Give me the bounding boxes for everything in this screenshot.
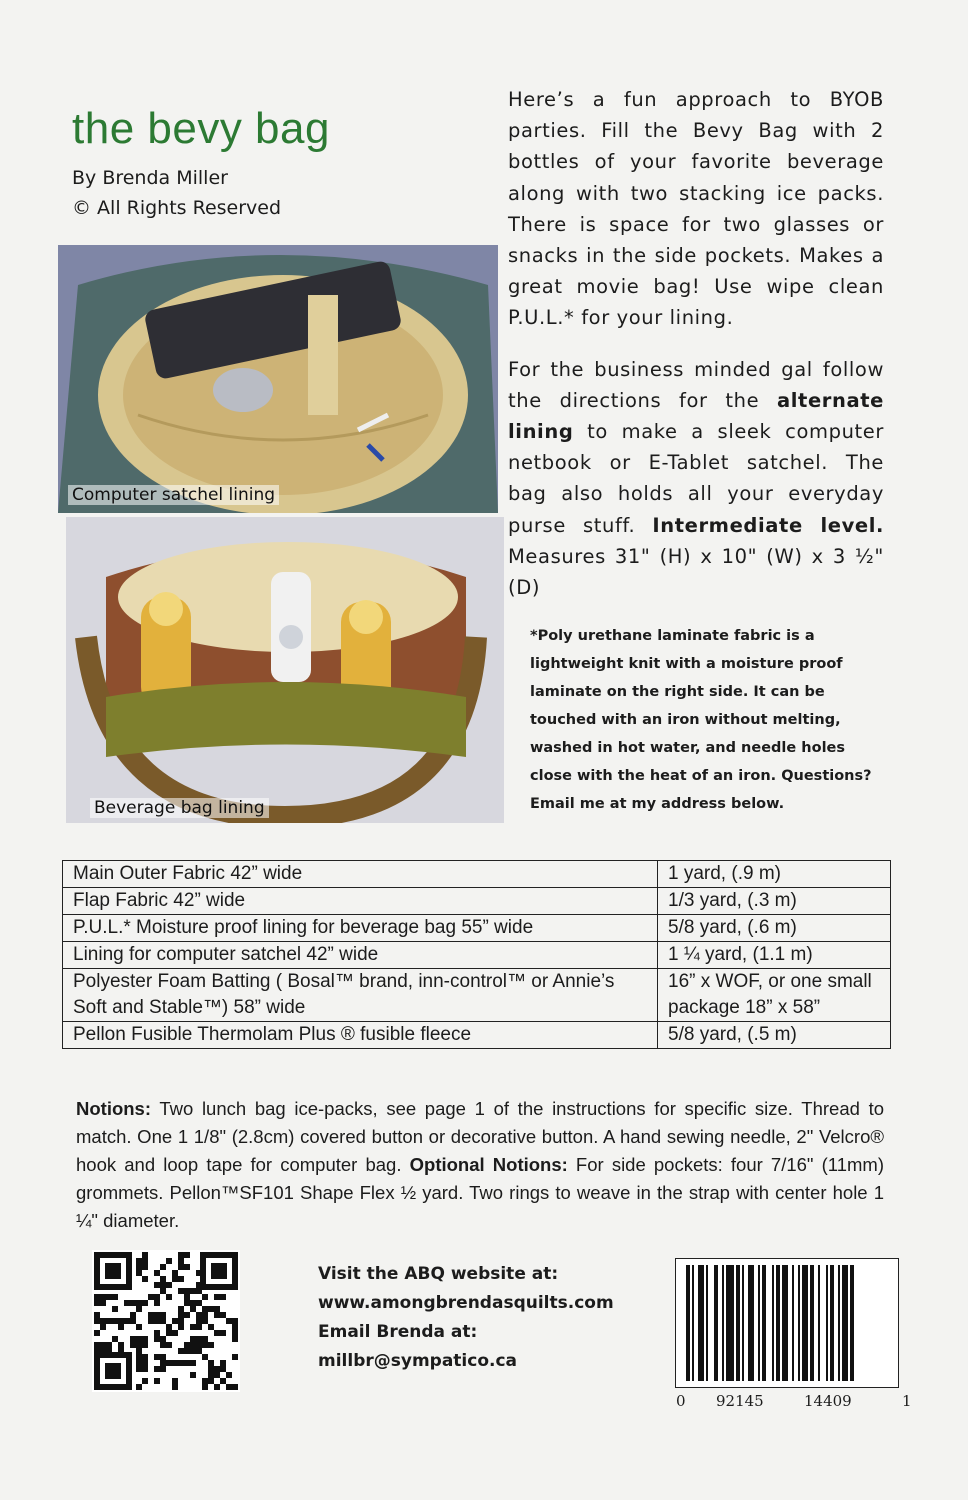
qr-module [178, 1258, 184, 1264]
qr-module [172, 1360, 178, 1366]
barcode-digit-1: 0 [676, 1392, 686, 1410]
qr-module [226, 1384, 232, 1390]
qr-module [100, 1294, 106, 1300]
optional-notions-body: For side pockets: four 7/16" (11mm) grommets. Pellon™SF101 Shape Flex ½ yard. Two rings to weave in the strap with center hole 1 ¼" diameter. [76, 1154, 884, 1231]
qr-module [166, 1324, 172, 1330]
qr-module [178, 1312, 184, 1318]
qr-module [172, 1330, 178, 1336]
material-item: Flap Fabric 42” wide [63, 888, 658, 915]
qr-module [166, 1360, 172, 1366]
qr-module [172, 1270, 178, 1276]
qr-module [106, 1294, 112, 1300]
qr-module [190, 1300, 196, 1306]
intro-text [508, 84, 884, 623]
intro-p2-level: Intermediate level. [652, 513, 884, 537]
qr-module [220, 1312, 226, 1318]
qr-module [148, 1294, 154, 1300]
beverage-bag-illustration [66, 517, 504, 823]
intro-paragraph-1: Here’s a fun approach to BYOB parties. Fill the Bevy Bag with 2 bottles of your favorite beverage along with two stacking ice packs. There is space for two glasses or snacks in the side pockets. Makes a great movie bag! Use wipe clean P.U.L.* for your lining. [508, 88, 884, 330]
qr-module [190, 1324, 196, 1330]
qr-module [196, 1282, 202, 1288]
qr-module [202, 1378, 208, 1384]
qr-module [112, 1294, 118, 1300]
qr-module [154, 1330, 160, 1336]
barcode-bar [698, 1265, 704, 1381]
qr-module [100, 1300, 106, 1306]
qr-module [136, 1354, 142, 1360]
qr-module [142, 1252, 148, 1258]
qr-module [208, 1324, 214, 1330]
qr-module [130, 1300, 136, 1306]
barcode-bar [798, 1265, 800, 1381]
barcode-bar [776, 1265, 780, 1381]
qr-module [154, 1294, 160, 1300]
qr-module [208, 1360, 214, 1366]
qr-module [178, 1348, 184, 1354]
table-row [63, 861, 891, 888]
qr-module [94, 1330, 100, 1336]
qr-module [178, 1360, 184, 1366]
qr-module [196, 1312, 202, 1318]
qr-module [178, 1276, 184, 1282]
author: By Brenda Miller [72, 167, 228, 189]
barcode-bar [722, 1265, 724, 1381]
qr-module [154, 1378, 160, 1384]
qr-module [214, 1294, 220, 1300]
material-amount: 5/8 yard, (.6 m) [658, 915, 891, 942]
material-item: Lining for computer satchel 42” wide [63, 942, 658, 969]
barcode-bars [676, 1259, 898, 1387]
material-amount: 1/3 yard, (.3 m) [658, 888, 891, 915]
qr-module [154, 1336, 160, 1342]
qr-module [190, 1360, 196, 1366]
website-label: Visit the ABQ website at: [318, 1264, 559, 1284]
material-item: Main Outer Fabric 42” wide [63, 861, 658, 888]
qr-module [172, 1276, 178, 1282]
qr-module [136, 1306, 142, 1312]
barcode-bar [748, 1265, 754, 1381]
qr-module [106, 1318, 112, 1324]
barcode-bar [826, 1265, 828, 1381]
barcode-bar [706, 1265, 708, 1381]
barcode-bar [782, 1265, 788, 1381]
qr-module [160, 1312, 166, 1318]
email-label: Email Brenda at: [318, 1322, 478, 1342]
qr-module [190, 1336, 196, 1342]
qr-module [160, 1264, 166, 1270]
qr-module [178, 1318, 184, 1324]
barcode-bar [726, 1265, 734, 1381]
qr-module [178, 1306, 184, 1312]
table-row [63, 942, 891, 969]
qr-module [142, 1360, 148, 1366]
qr-module [220, 1366, 226, 1372]
qr-module [232, 1318, 238, 1324]
barcode-digit-4: 1 [902, 1392, 912, 1410]
qr-module [136, 1348, 142, 1354]
qr-module [202, 1342, 208, 1348]
barcode-digit-3: 14409 [804, 1392, 852, 1410]
qr-module [208, 1372, 214, 1378]
computer-satchel-illustration [58, 245, 498, 513]
qr-module [202, 1354, 208, 1360]
qr-module [94, 1318, 100, 1324]
qr-module [118, 1348, 124, 1354]
qr-module [130, 1318, 136, 1324]
barcode-bar [838, 1265, 840, 1381]
qr-module [136, 1264, 142, 1270]
qr-module [196, 1318, 202, 1324]
qr-module [136, 1324, 142, 1330]
intro-paragraph-2 [508, 354, 884, 604]
qr-module [196, 1336, 202, 1342]
barcode-bar [686, 1265, 690, 1381]
barcode-bar [692, 1265, 694, 1381]
qr-module [220, 1378, 226, 1384]
materials-table [62, 860, 891, 1049]
notions-text [76, 1095, 884, 1235]
qr-module [154, 1354, 160, 1360]
barcode-bar [818, 1265, 820, 1381]
qr-module [154, 1312, 160, 1318]
qr-module [160, 1282, 166, 1288]
qr-module [196, 1288, 202, 1294]
computer-satchel-caption: Computer satchel lining [68, 485, 279, 505]
qr-module [160, 1288, 166, 1294]
material-amount: 1 ¼ yard, (1.1 m) [658, 942, 891, 969]
qr-module [178, 1288, 184, 1294]
qr-module [142, 1300, 148, 1306]
qr-module [142, 1258, 148, 1264]
qr-module [208, 1378, 214, 1384]
qr-module [94, 1348, 100, 1354]
qr-module [136, 1300, 142, 1306]
qr-module [94, 1300, 100, 1306]
qr-module [202, 1294, 208, 1300]
qr-module [196, 1270, 202, 1276]
qr-module [166, 1342, 172, 1348]
barcode-digit-2: 92145 [716, 1392, 764, 1410]
pul-footnote: *Poly urethane laminate fabric is a lightweight knit with a moisture proof laminate on the right side. It can be touched with an iron without melting, washed in hot water, and needle holes close with the heat of an iron. Questions? Email me at my address below. [530, 628, 872, 812]
website-url[interactable]: www.amongbrendasquilts.com [318, 1293, 614, 1313]
qr-module [94, 1312, 100, 1318]
material-item: Polyester Foam Batting ( Bosal™ brand, inn-control™ or Annie’s Soft and Stable™) 58” wide [63, 969, 658, 1022]
qr-module [130, 1336, 136, 1342]
qr-module [184, 1264, 190, 1270]
qr-module [172, 1318, 178, 1324]
qr-module [94, 1294, 100, 1300]
qr-module [166, 1282, 172, 1288]
qr-module [196, 1300, 202, 1306]
material-amount: 5/8 yard, (.5 m) [658, 1022, 891, 1049]
barcode-bar [736, 1265, 740, 1381]
qr-module [178, 1252, 184, 1258]
barcode-bar [714, 1265, 718, 1381]
qr-module [142, 1264, 148, 1270]
qr-module [214, 1384, 220, 1390]
qr-module [154, 1318, 160, 1324]
qr-module [118, 1342, 124, 1348]
barcode-bar [772, 1265, 774, 1381]
qr-module [196, 1342, 202, 1348]
qr-module [136, 1360, 142, 1366]
qr-module [184, 1360, 190, 1366]
qr-module [190, 1348, 196, 1354]
qr-module [208, 1366, 214, 1372]
barcode-bar [742, 1265, 744, 1381]
barcode-bar [802, 1265, 808, 1381]
qr-module [160, 1342, 166, 1348]
qr-module [100, 1318, 106, 1324]
qr-module [202, 1384, 208, 1390]
page-title: the bevy bag [72, 104, 330, 153]
qr-module [208, 1306, 214, 1312]
qr-module [154, 1270, 160, 1276]
qr-module [130, 1342, 136, 1348]
qr-module [190, 1342, 196, 1348]
qr-module [166, 1294, 172, 1300]
qr-module [136, 1258, 142, 1264]
qr-module [160, 1366, 166, 1372]
qr-module [142, 1378, 148, 1384]
qr-module [142, 1366, 148, 1372]
byline [72, 163, 281, 223]
qr-module [166, 1330, 172, 1336]
qr-module [220, 1330, 226, 1336]
qr-code [92, 1250, 240, 1392]
qr-module [130, 1312, 136, 1318]
qr-module [124, 1300, 130, 1306]
barcode-bar [762, 1265, 766, 1381]
qr-module [232, 1330, 238, 1336]
optional-notions-label: Optional Notions: [409, 1154, 568, 1175]
qr-module [148, 1312, 154, 1318]
qr-module [154, 1282, 160, 1288]
qr-module [154, 1300, 160, 1306]
qr-module [112, 1336, 118, 1342]
qr-module [184, 1342, 190, 1348]
barcode-bar [830, 1265, 834, 1381]
email-address[interactable]: millbr@sympatico.ca [318, 1351, 518, 1371]
notions-body: Two lunch bag ice-packs, see page 1 of the instructions for specific size. Thread to match. One 1 1/8" (2.8cm) covered button or decorative button. A hand sewing needle, 2" Velcro® hook and loop tape for computer bag. [76, 1098, 884, 1175]
barcode-bar [850, 1265, 854, 1381]
copyright: © All Rights Reserved [72, 197, 282, 219]
table-row [63, 888, 891, 915]
qr-module [94, 1342, 100, 1348]
qr-module [172, 1384, 178, 1390]
qr-module [160, 1336, 166, 1342]
qr-module [142, 1336, 148, 1342]
qr-module [112, 1306, 118, 1312]
qr-module [196, 1348, 202, 1354]
qr-module [118, 1324, 124, 1330]
qr-module [160, 1276, 166, 1282]
qr-module [100, 1342, 106, 1348]
qr-module [160, 1354, 166, 1360]
beverage-bag-photo [66, 517, 504, 823]
qr-module [208, 1342, 214, 1348]
qr-module [220, 1294, 226, 1300]
qr-module [166, 1258, 172, 1264]
table-row [63, 915, 891, 942]
qr-module [124, 1318, 130, 1324]
barcode-bar [842, 1265, 848, 1381]
qr-module [136, 1366, 142, 1372]
qr-module [202, 1318, 208, 1324]
qr-module [106, 1342, 112, 1348]
qr-module [196, 1324, 202, 1330]
qr-module [178, 1264, 184, 1270]
intro-p2-measures: Measures 31" (H) x 10" (W) x 3 ½" (D) [508, 544, 884, 600]
qr-module [142, 1354, 148, 1360]
qr-module [214, 1306, 220, 1312]
qr-module [226, 1318, 232, 1324]
contact-block [318, 1260, 614, 1376]
qr-module [160, 1318, 166, 1324]
material-item: P.U.L.* Moisture proof lining for beverage bag 55” wide [63, 915, 658, 942]
material-amount: 1 yard, (.9 m) [658, 861, 891, 888]
qr-module [214, 1330, 220, 1336]
material-amount: 16” x WOF, or one small package 18” x 58” [658, 969, 891, 1022]
intro-p2-a: For the business minded gal follow the directions for the [508, 357, 884, 412]
qr-module [214, 1372, 220, 1378]
qr-module [118, 1318, 124, 1324]
qr-module [202, 1312, 208, 1318]
qr-module [232, 1336, 238, 1342]
qr-module [202, 1306, 208, 1312]
qr-module [184, 1312, 190, 1318]
barcode-bar [758, 1265, 760, 1381]
qr-module [190, 1306, 196, 1312]
qr-module [172, 1378, 178, 1384]
computer-satchel-photo [58, 245, 498, 513]
qr-module [184, 1300, 190, 1306]
table-row [63, 1022, 891, 1049]
material-item: Pellon Fusible Thermolam Plus ® fusible fleece [63, 1022, 658, 1049]
qr-module [184, 1294, 190, 1300]
qr-module [136, 1336, 142, 1342]
qr-module [190, 1288, 196, 1294]
qr-module [184, 1288, 190, 1294]
qr-module [232, 1354, 238, 1360]
intro-p2-alternate-lining: alternate lining [508, 388, 884, 444]
qr-module [232, 1324, 238, 1330]
qr-module [106, 1348, 112, 1354]
qr-module [154, 1366, 160, 1372]
beverage-bag-caption: Beverage bag lining [90, 798, 269, 818]
barcode [675, 1258, 899, 1388]
qr-module [148, 1318, 154, 1324]
qr-module [226, 1372, 232, 1378]
qr-module [100, 1348, 106, 1354]
barcode-bar [810, 1265, 814, 1381]
qr-module [214, 1366, 220, 1372]
qr-module [184, 1252, 190, 1258]
qr-module [178, 1324, 184, 1330]
qr-module [214, 1312, 220, 1318]
qr-module [184, 1348, 190, 1354]
qr-module [136, 1342, 142, 1348]
qr-module [202, 1336, 208, 1342]
notions-label: Notions: [76, 1098, 152, 1119]
qr-module [232, 1384, 238, 1390]
intro-p2-c: to make a sleek computer netbook or E-Tablet satchel. The bag also holds all your everyday purse stuff. [508, 420, 884, 537]
barcode-bar [792, 1265, 794, 1381]
table-row [63, 969, 891, 1022]
qr-module [220, 1360, 226, 1366]
qr-module [160, 1360, 166, 1366]
qr-module [142, 1276, 148, 1282]
qr-module [136, 1270, 142, 1276]
qr-module [112, 1318, 118, 1324]
qr-module [190, 1372, 196, 1378]
qr-module [142, 1342, 148, 1348]
qr-module [136, 1384, 142, 1390]
qr-code-graphic [92, 1250, 240, 1392]
qr-module [100, 1324, 106, 1330]
